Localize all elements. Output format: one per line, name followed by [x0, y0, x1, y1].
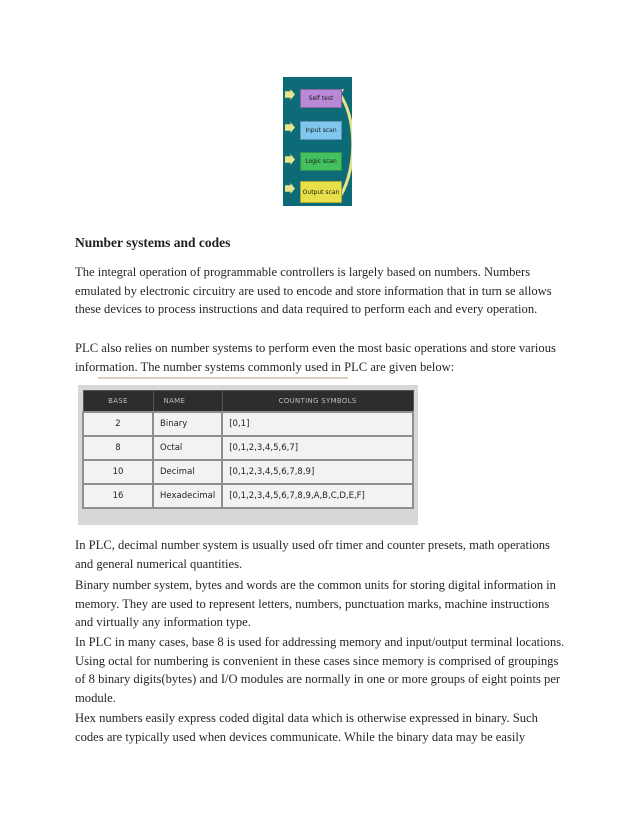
paragraph-binary: Binary number system, bytes and words are the common units for storing digital information in memory. They are used to represent letters, numbers, punctuation marks, machine instructions and virtually any information type. [75, 578, 556, 629]
number-systems-table-image [78, 385, 418, 525]
cell-base: 10 [83, 460, 153, 484]
section-title: Number systems and codes [75, 235, 231, 250]
paragraph-octal: In PLC in many cases, base 8 is used for addressing memory and input/output terminal locations. Using octal for numbering is convenient in these cases since memory is comprised of groupings of 8 binary digits(bytes) and I/O modules are normally in one or more groups of eight points per module. [75, 635, 565, 705]
cell-name: Hexadecimal [153, 484, 222, 508]
output-scan-box: Output scan [300, 181, 342, 203]
cell-name: Octal [153, 436, 222, 460]
self-test-box: Self test [300, 89, 342, 108]
paragraph-number-systems: PLC also relies on number systems to perform even the most basic operations and store various information. The number systems commonly used in PLC are given below: [75, 341, 556, 374]
table-row [83, 436, 413, 460]
cell-base: 16 [83, 484, 153, 508]
plc-scan-diagram [283, 77, 352, 206]
image-divider [98, 377, 348, 379]
header-base: BASE [83, 391, 153, 413]
cell-symbols: [0,1,2,3,4,5,6,7,8,9] [222, 460, 413, 484]
cell-name: Decimal [153, 460, 222, 484]
cell-symbols: [0,1] [222, 412, 413, 436]
input-scan-box: Input scan [300, 121, 342, 140]
table-row [83, 460, 413, 484]
table-row [83, 412, 413, 436]
table-header-row [83, 391, 413, 413]
cell-base: 2 [83, 412, 153, 436]
number-systems-table [82, 390, 414, 509]
cell-symbols: [0,1,2,3,4,5,6,7,8,9,A,B,C,D,E,F] [222, 484, 413, 508]
table-row [83, 484, 413, 508]
header-symbols: COUNTING SYMBOLS [222, 391, 413, 413]
paragraph-intro: The integral operation of programmable controllers is largely based on numbers. Numbers emulated by electronic circuitry are used to encode and store information that in turn se allows these devices to process instructions and data required to perform each and every operation. [75, 265, 552, 316]
paragraph-hex: Hex numbers easily express coded digital data which is otherwise expressed in binary. Such codes are typically used when devices communicate. While the binary data may be easily [75, 711, 538, 744]
logic-scan-box: Logic scan [300, 152, 342, 171]
header-name: NAME [153, 391, 222, 413]
cell-base: 8 [83, 436, 153, 460]
cell-symbols: [0,1,2,3,4,5,6,7] [222, 436, 413, 460]
cell-name: Binary [153, 412, 222, 436]
paragraph-decimal: In PLC, decimal number system is usually used ofr timer and counter presets, math operations and general numerical quantities. [75, 538, 550, 571]
